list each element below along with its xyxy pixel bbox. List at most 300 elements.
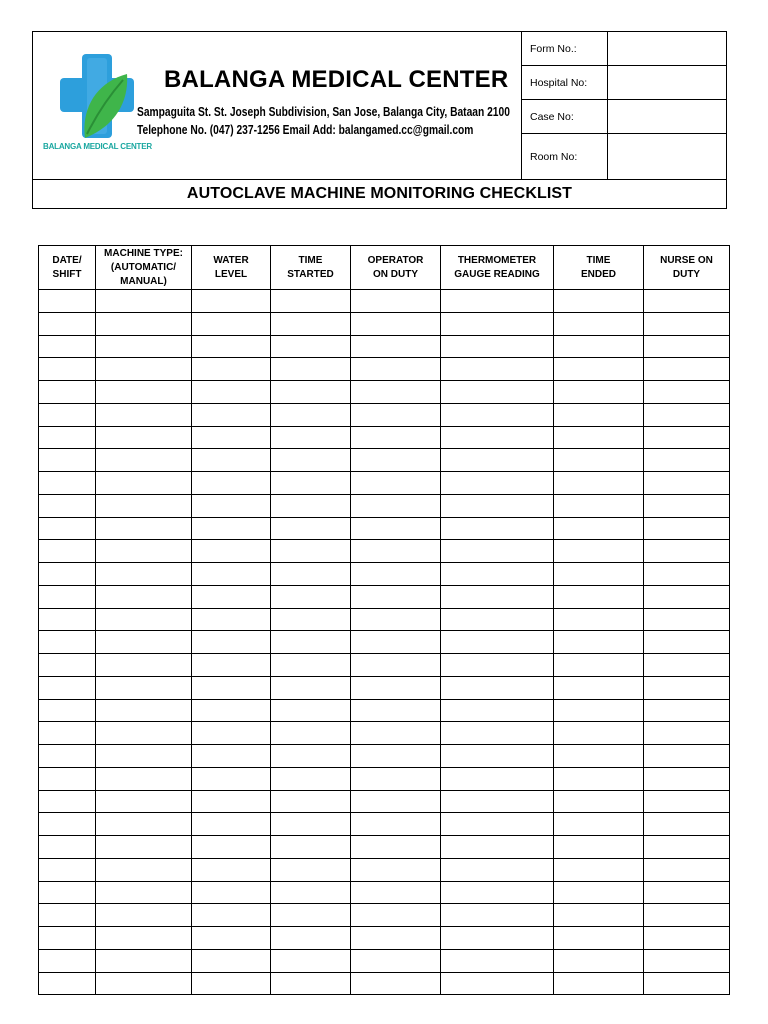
table-cell[interactable] <box>554 881 644 904</box>
table-cell[interactable] <box>644 403 730 426</box>
table-cell[interactable] <box>192 745 271 768</box>
table-cell[interactable] <box>39 654 96 677</box>
table-row <box>39 836 730 859</box>
table-cell[interactable] <box>192 949 271 972</box>
column-header-date-shift: DATE/ SHIFT <box>39 246 96 290</box>
table-cell[interactable] <box>554 790 644 813</box>
table-cell[interactable] <box>271 927 351 950</box>
table-cell[interactable] <box>39 358 96 381</box>
table-cell[interactable] <box>96 927 192 950</box>
table-cell[interactable] <box>271 290 351 313</box>
table-cell[interactable] <box>554 972 644 995</box>
table-cell[interactable] <box>39 813 96 836</box>
hospital-no-label: Hospital No: <box>522 66 608 99</box>
table-cell[interactable] <box>39 699 96 722</box>
table-cell[interactable] <box>39 585 96 608</box>
table-cell[interactable] <box>192 472 271 495</box>
table-cell[interactable] <box>554 745 644 768</box>
meta-row-case-no <box>522 100 727 134</box>
table-cell[interactable] <box>271 676 351 699</box>
table-cell[interactable] <box>351 722 441 745</box>
table-cell[interactable] <box>192 972 271 995</box>
table-cell[interactable] <box>441 472 554 495</box>
table-cell[interactable] <box>192 836 271 859</box>
table-cell[interactable] <box>96 563 192 586</box>
table-cell[interactable] <box>192 449 271 472</box>
table-row <box>39 494 730 517</box>
table-cell[interactable] <box>644 927 730 950</box>
table-row <box>39 904 730 927</box>
table-cell[interactable] <box>192 722 271 745</box>
table-cell[interactable] <box>39 722 96 745</box>
table-cell[interactable] <box>271 403 351 426</box>
table-cell[interactable] <box>39 312 96 335</box>
table-row <box>39 745 730 768</box>
table-cell[interactable] <box>351 767 441 790</box>
column-header-time-started: TIME STARTED <box>271 246 351 290</box>
table-cell[interactable] <box>96 381 192 404</box>
table-row <box>39 972 730 995</box>
table-cell[interactable] <box>351 563 441 586</box>
table-cell[interactable] <box>644 722 730 745</box>
table-cell[interactable] <box>192 927 271 950</box>
header-top <box>33 32 726 180</box>
table-cell[interactable] <box>351 927 441 950</box>
column-header-water-level: WATER LEVEL <box>192 246 271 290</box>
table-cell[interactable] <box>644 540 730 563</box>
table-cell[interactable] <box>351 676 441 699</box>
table-row <box>39 290 730 313</box>
table-cell[interactable] <box>271 881 351 904</box>
table-cell[interactable] <box>271 790 351 813</box>
hospital-no-field[interactable] <box>608 66 727 99</box>
table-cell[interactable] <box>96 494 192 517</box>
table-cell[interactable] <box>192 290 271 313</box>
table-cell[interactable] <box>271 972 351 995</box>
table-cell[interactable] <box>271 949 351 972</box>
table-cell[interactable] <box>644 563 730 586</box>
table-cell[interactable] <box>192 585 271 608</box>
room-no-label: Room No: <box>522 134 608 180</box>
table-cell[interactable] <box>96 449 192 472</box>
table-cell[interactable] <box>39 449 96 472</box>
table-cell[interactable] <box>554 381 644 404</box>
table-cell[interactable] <box>39 381 96 404</box>
table-cell[interactable] <box>441 312 554 335</box>
table-row <box>39 699 730 722</box>
autoclave-log-table <box>38 245 730 995</box>
table-cell[interactable] <box>271 585 351 608</box>
table-cell[interactable] <box>351 449 441 472</box>
table-row <box>39 858 730 881</box>
table-cell[interactable] <box>192 631 271 654</box>
table-cell[interactable] <box>441 403 554 426</box>
table-cell[interactable] <box>644 449 730 472</box>
table-cell[interactable] <box>271 381 351 404</box>
table-cell[interactable] <box>441 335 554 358</box>
table-cell[interactable] <box>192 699 271 722</box>
table-row <box>39 540 730 563</box>
table-cell[interactable] <box>554 494 644 517</box>
table-row <box>39 790 730 813</box>
table-cell[interactable] <box>192 335 271 358</box>
table-cell[interactable] <box>644 472 730 495</box>
table-cell[interactable] <box>441 449 554 472</box>
table-cell[interactable] <box>554 290 644 313</box>
table-cell[interactable] <box>644 972 730 995</box>
table-cell[interactable] <box>644 745 730 768</box>
table-cell[interactable] <box>441 790 554 813</box>
table-cell[interactable] <box>441 745 554 768</box>
table-cell[interactable] <box>96 472 192 495</box>
table-cell[interactable] <box>441 540 554 563</box>
table-cell[interactable] <box>644 335 730 358</box>
table-cell[interactable] <box>554 836 644 859</box>
table-cell[interactable] <box>96 608 192 631</box>
table-cell[interactable] <box>441 381 554 404</box>
organization-name: BALANGA MEDICAL CENTER <box>164 66 509 93</box>
table-cell[interactable] <box>39 790 96 813</box>
table-row <box>39 381 730 404</box>
table-cell[interactable] <box>351 790 441 813</box>
table-cell[interactable] <box>351 312 441 335</box>
table-cell[interactable] <box>351 472 441 495</box>
table-cell[interactable] <box>554 904 644 927</box>
table-cell[interactable] <box>192 790 271 813</box>
table-cell[interactable] <box>39 904 96 927</box>
table-cell[interactable] <box>554 312 644 335</box>
table-cell[interactable] <box>96 881 192 904</box>
table-cell[interactable] <box>271 563 351 586</box>
logo-caption: BALANGA MEDICAL CENTER <box>43 142 152 151</box>
table-cell[interactable] <box>441 654 554 677</box>
table-row <box>39 881 730 904</box>
table-cell[interactable] <box>644 881 730 904</box>
table-cell[interactable] <box>644 517 730 540</box>
table-cell[interactable] <box>271 358 351 381</box>
table-cell[interactable] <box>351 540 441 563</box>
table-cell[interactable] <box>441 517 554 540</box>
table-row <box>39 426 730 449</box>
table-cell[interactable] <box>554 699 644 722</box>
table-cell[interactable] <box>39 472 96 495</box>
table-cell[interactable] <box>644 767 730 790</box>
table-cell[interactable] <box>39 767 96 790</box>
table-cell[interactable] <box>554 608 644 631</box>
table-cell[interactable] <box>96 426 192 449</box>
table-cell[interactable] <box>351 904 441 927</box>
table-cell[interactable] <box>554 858 644 881</box>
table-cell[interactable] <box>192 858 271 881</box>
table-header-row <box>39 246 730 290</box>
table-cell[interactable] <box>96 790 192 813</box>
table-cell[interactable] <box>192 403 271 426</box>
table-cell[interactable] <box>351 745 441 768</box>
table-cell[interactable] <box>96 904 192 927</box>
table-cell[interactable] <box>441 881 554 904</box>
table-cell[interactable] <box>554 631 644 654</box>
table-cell[interactable] <box>39 426 96 449</box>
table-cell[interactable] <box>351 858 441 881</box>
table-cell[interactable] <box>554 540 644 563</box>
table-cell[interactable] <box>441 426 554 449</box>
table-cell[interactable] <box>271 517 351 540</box>
table-cell[interactable] <box>554 813 644 836</box>
table-cell[interactable] <box>351 813 441 836</box>
table-row <box>39 358 730 381</box>
table-cell[interactable] <box>39 335 96 358</box>
table-cell[interactable] <box>644 813 730 836</box>
table-cell[interactable] <box>96 767 192 790</box>
table-cell[interactable] <box>192 654 271 677</box>
table-cell[interactable] <box>554 722 644 745</box>
table-cell[interactable] <box>271 449 351 472</box>
table-cell[interactable] <box>441 676 554 699</box>
table-cell[interactable] <box>554 654 644 677</box>
branding-area <box>33 32 523 180</box>
table-row <box>39 585 730 608</box>
table-cell[interactable] <box>644 426 730 449</box>
table-cell[interactable] <box>271 858 351 881</box>
table-cell[interactable] <box>441 858 554 881</box>
table-cell[interactable] <box>351 290 441 313</box>
table-cell[interactable] <box>39 881 96 904</box>
table-row <box>39 631 730 654</box>
table-cell[interactable] <box>96 949 192 972</box>
table-cell[interactable] <box>192 540 271 563</box>
table-row <box>39 767 730 790</box>
table-cell[interactable] <box>351 972 441 995</box>
table-cell[interactable] <box>271 745 351 768</box>
form-meta-grid <box>521 32 726 180</box>
table-cell[interactable] <box>192 426 271 449</box>
table-cell[interactable] <box>96 335 192 358</box>
table-cell[interactable] <box>96 722 192 745</box>
table-row <box>39 654 730 677</box>
table-cell[interactable] <box>554 927 644 950</box>
table-cell[interactable] <box>441 767 554 790</box>
table-cell[interactable] <box>441 949 554 972</box>
table-cell[interactable] <box>271 472 351 495</box>
table-cell[interactable] <box>192 767 271 790</box>
table-cell[interactable] <box>39 608 96 631</box>
organization-contact: Telephone No. (047) 237-1256 Email Add: balangamed.cc@gmail.com <box>137 123 474 137</box>
meta-row-form-no <box>522 32 727 66</box>
table-cell[interactable] <box>192 608 271 631</box>
table-cell[interactable] <box>644 676 730 699</box>
table-cell[interactable] <box>644 790 730 813</box>
table-cell[interactable] <box>554 403 644 426</box>
table-cell[interactable] <box>271 608 351 631</box>
table-cell[interactable] <box>192 676 271 699</box>
table-cell[interactable] <box>351 836 441 859</box>
table-cell[interactable] <box>644 858 730 881</box>
table-cell[interactable] <box>271 335 351 358</box>
table-cell[interactable] <box>351 585 441 608</box>
table-cell[interactable] <box>96 858 192 881</box>
table-cell[interactable] <box>192 517 271 540</box>
column-header-machine-type: MACHINE TYPE: (AUTOMATIC/ MANUAL) <box>96 246 192 290</box>
table-cell[interactable] <box>554 767 644 790</box>
table-row <box>39 949 730 972</box>
table-cell[interactable] <box>554 563 644 586</box>
table-cell[interactable] <box>271 654 351 677</box>
table-cell[interactable] <box>39 494 96 517</box>
table-cell[interactable] <box>96 745 192 768</box>
table-cell[interactable] <box>271 836 351 859</box>
table-cell[interactable] <box>96 358 192 381</box>
case-no-label: Case No: <box>522 100 608 133</box>
table-cell[interactable] <box>644 312 730 335</box>
table-cell[interactable] <box>96 403 192 426</box>
table-cell[interactable] <box>554 449 644 472</box>
table-row <box>39 403 730 426</box>
table-cell[interactable] <box>351 358 441 381</box>
table-cell[interactable] <box>644 631 730 654</box>
form-no-field[interactable] <box>608 32 727 65</box>
table-cell[interactable] <box>644 494 730 517</box>
table-cell[interactable] <box>644 585 730 608</box>
table-cell[interactable] <box>351 881 441 904</box>
table-cell[interactable] <box>39 858 96 881</box>
table-cell[interactable] <box>192 563 271 586</box>
table-row <box>39 449 730 472</box>
table-cell[interactable] <box>271 904 351 927</box>
table-cell[interactable] <box>271 767 351 790</box>
table-cell[interactable] <box>644 836 730 859</box>
table-cell[interactable] <box>441 813 554 836</box>
table-cell[interactable] <box>271 494 351 517</box>
table-cell[interactable] <box>644 904 730 927</box>
table-cell[interactable] <box>441 904 554 927</box>
table-cell[interactable] <box>441 608 554 631</box>
table-cell[interactable] <box>39 631 96 654</box>
table-cell[interactable] <box>441 585 554 608</box>
table-cell[interactable] <box>192 813 271 836</box>
table-row <box>39 335 730 358</box>
table-cell[interactable] <box>96 676 192 699</box>
form-title: AUTOCLAVE MACHINE MONITORING CHECKLIST <box>186 185 573 202</box>
table-cell[interactable] <box>39 517 96 540</box>
table-cell[interactable] <box>271 722 351 745</box>
table-cell[interactable] <box>351 654 441 677</box>
table-cell[interactable] <box>441 722 554 745</box>
table-cell[interactable] <box>96 836 192 859</box>
table-cell[interactable] <box>351 608 441 631</box>
table-cell[interactable] <box>192 881 271 904</box>
table-row <box>39 517 730 540</box>
table-cell[interactable] <box>441 631 554 654</box>
table-cell[interactable] <box>351 949 441 972</box>
table-cell[interactable] <box>644 358 730 381</box>
table-cell[interactable] <box>96 540 192 563</box>
column-header-operator-on-duty: OPERATOR ON DUTY <box>351 246 441 290</box>
table-body <box>39 290 730 995</box>
table-cell[interactable] <box>441 927 554 950</box>
table-cell[interactable] <box>271 312 351 335</box>
table-cell[interactable] <box>554 335 644 358</box>
table-cell[interactable] <box>39 403 96 426</box>
table-cell[interactable] <box>192 904 271 927</box>
table-cell[interactable] <box>96 517 192 540</box>
table-cell[interactable] <box>554 585 644 608</box>
table-cell[interactable] <box>96 312 192 335</box>
table-cell[interactable] <box>554 676 644 699</box>
table-cell[interactable] <box>39 563 96 586</box>
table-cell[interactable] <box>96 972 192 995</box>
table-cell[interactable] <box>351 335 441 358</box>
column-header-nurse-on-duty: NURSE ON DUTY <box>644 246 730 290</box>
table-cell[interactable] <box>351 426 441 449</box>
table-cell[interactable] <box>96 290 192 313</box>
table-cell[interactable] <box>554 426 644 449</box>
table-cell[interactable] <box>644 381 730 404</box>
table-cell[interactable] <box>351 631 441 654</box>
table-cell[interactable] <box>39 927 96 950</box>
table-cell[interactable] <box>554 472 644 495</box>
table-cell[interactable] <box>644 290 730 313</box>
table-cell[interactable] <box>192 494 271 517</box>
table-cell[interactable] <box>644 949 730 972</box>
table-cell[interactable] <box>271 813 351 836</box>
table-cell[interactable] <box>441 699 554 722</box>
table-cell[interactable] <box>351 517 441 540</box>
case-no-field[interactable] <box>608 100 727 133</box>
table-cell[interactable] <box>554 949 644 972</box>
table-cell[interactable] <box>96 813 192 836</box>
table-cell[interactable] <box>96 654 192 677</box>
table-cell[interactable] <box>271 540 351 563</box>
table-cell[interactable] <box>39 676 96 699</box>
table-cell[interactable] <box>644 699 730 722</box>
table-cell[interactable] <box>644 654 730 677</box>
table-cell[interactable] <box>271 631 351 654</box>
table-row <box>39 472 730 495</box>
table-cell[interactable] <box>192 312 271 335</box>
table-cell[interactable] <box>351 699 441 722</box>
table-row <box>39 563 730 586</box>
table-cell[interactable] <box>96 585 192 608</box>
column-header-thermometer-gauge-reading: THERMOMETER GAUGE READING <box>441 246 554 290</box>
table-cell[interactable] <box>351 381 441 404</box>
meta-row-room-no <box>522 134 727 180</box>
table-cell[interactable] <box>441 836 554 859</box>
table-cell[interactable] <box>441 358 554 381</box>
table-cell[interactable] <box>441 972 554 995</box>
table-cell[interactable] <box>96 699 192 722</box>
table-cell[interactable] <box>441 290 554 313</box>
table-cell[interactable] <box>192 358 271 381</box>
table-cell[interactable] <box>39 949 96 972</box>
table-cell[interactable] <box>554 358 644 381</box>
table-cell[interactable] <box>351 494 441 517</box>
room-no-field[interactable] <box>608 134 727 180</box>
table-cell[interactable] <box>192 381 271 404</box>
table-cell[interactable] <box>39 290 96 313</box>
table-cell[interactable] <box>271 699 351 722</box>
table-cell[interactable] <box>441 494 554 517</box>
table-cell[interactable] <box>644 608 730 631</box>
table-cell[interactable] <box>39 540 96 563</box>
table-cell[interactable] <box>441 563 554 586</box>
table-cell[interactable] <box>96 631 192 654</box>
table-cell[interactable] <box>351 403 441 426</box>
table-cell[interactable] <box>39 972 96 995</box>
table-cell[interactable] <box>39 745 96 768</box>
table-cell[interactable] <box>554 517 644 540</box>
table-cell[interactable] <box>271 426 351 449</box>
table-cell[interactable] <box>39 836 96 859</box>
